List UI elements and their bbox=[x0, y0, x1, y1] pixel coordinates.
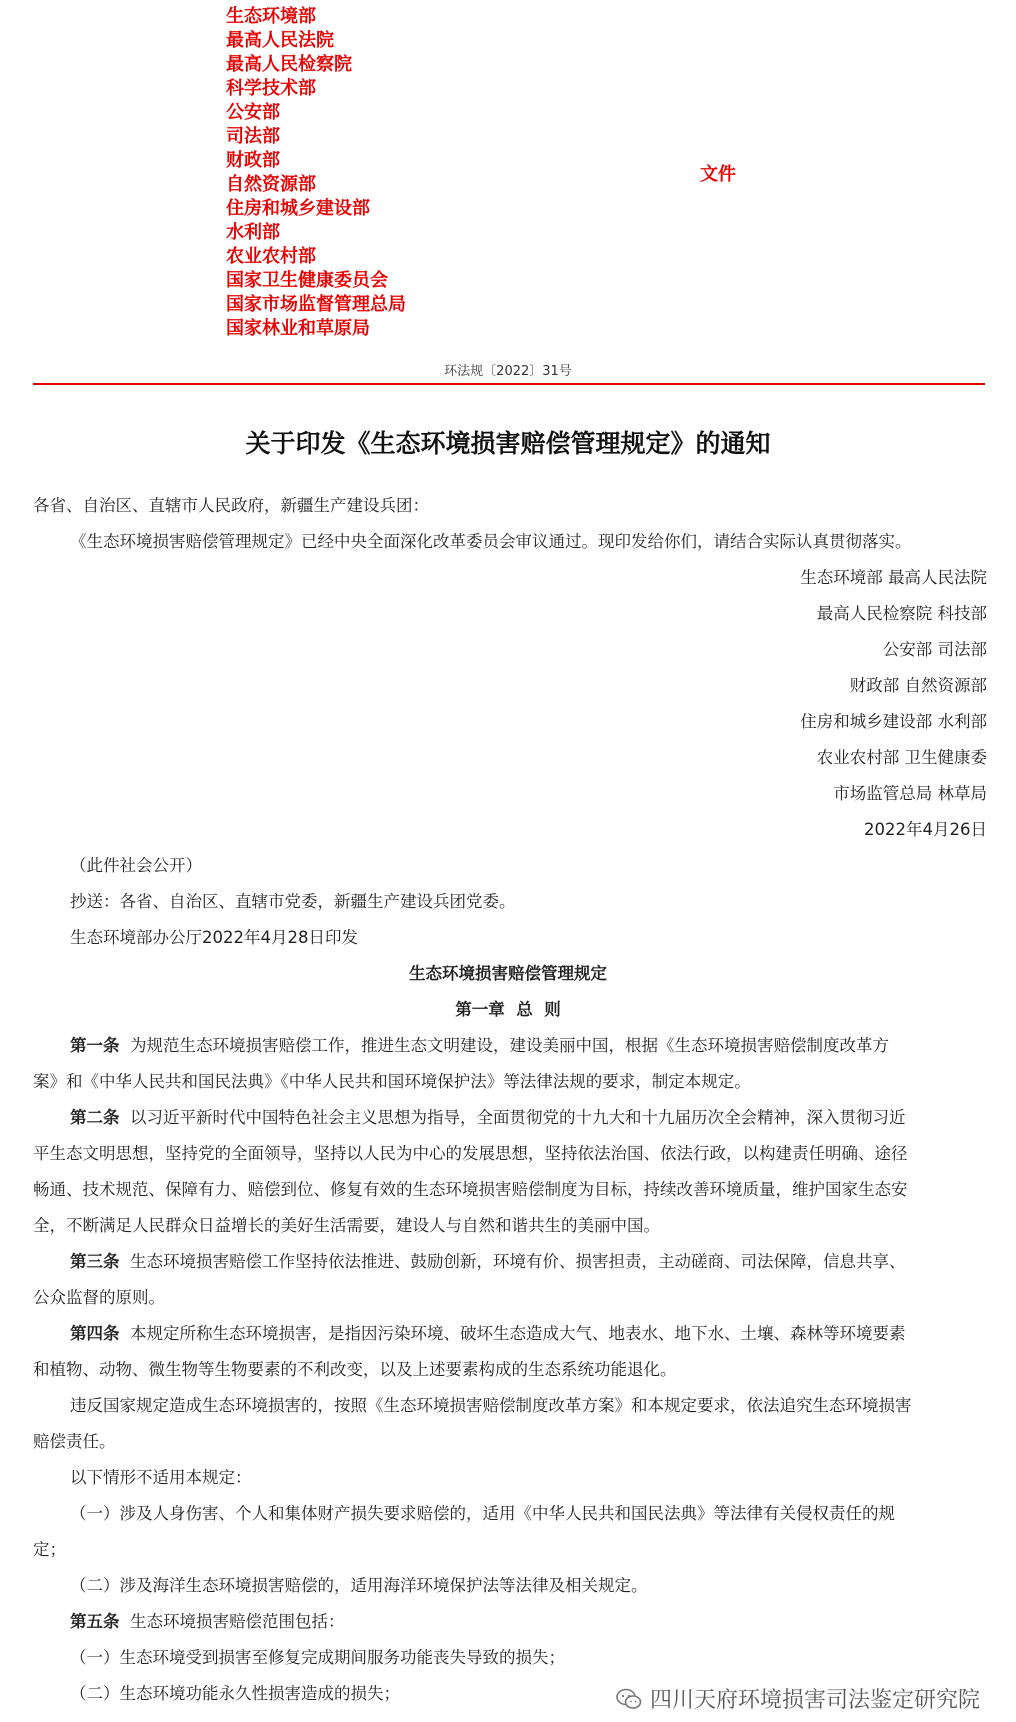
scope-item: （一）生态环境受到损害至修复完成期间服务功能丧失导致的损失； bbox=[70, 1648, 565, 1667]
signatory-line: 市场监管总局 林草局 bbox=[833, 784, 987, 803]
issuer-list bbox=[226, 5, 406, 341]
issue-date: 2022年4月26日 bbox=[864, 820, 987, 839]
issuer-item: 司法部 bbox=[226, 126, 280, 147]
article-4-line bbox=[70, 1320, 906, 1344]
article-1-line bbox=[70, 1032, 889, 1056]
article-5-line bbox=[70, 1608, 345, 1632]
signatory-line: 住房和城乡建设部 水利部 bbox=[800, 712, 987, 731]
issuer-item: 财政部 bbox=[226, 150, 280, 171]
article-1-line: 案》和《中华人民共和国民法典》《中华人民共和国环境保护法》等法律法规的要求，制定本规定。 bbox=[33, 1072, 751, 1091]
rules-title: 生态环境损害赔偿管理规定 bbox=[409, 964, 607, 983]
issuer-item: 住房和城乡建设部 bbox=[226, 198, 370, 219]
article-text: 以习近平新时代中国特色社会主义思想为指导，全面贯彻党的十九大和十九届历次全会精神，深入贯彻习近 bbox=[119, 1108, 906, 1127]
article-3-line bbox=[70, 1248, 906, 1272]
wechat-icon bbox=[616, 1688, 642, 1710]
document-number: 环法规〔2022〕31号 bbox=[444, 364, 572, 379]
addressee: 各省、自治区、直辖市人民政府，新疆生产建设兵团： bbox=[33, 496, 429, 515]
watermark bbox=[616, 1683, 980, 1714]
cc-line: 抄送：各省、自治区、直辖市党委，新疆生产建设兵团党委。 bbox=[70, 892, 516, 911]
signatory-line: 公安部 司法部 bbox=[882, 640, 987, 659]
printed-line: 生态环境部办公厅2022年4月28日印发 bbox=[70, 928, 358, 947]
article-3-line: 公众监督的原则。 bbox=[33, 1288, 165, 1307]
paragraph-exclusions: 以下情形不适用本规定： bbox=[70, 1468, 252, 1487]
chapter-heading: 第一章 总 则 bbox=[455, 1000, 561, 1019]
exclusion-item: （一）涉及人身伤害、个人和集体财产损失要求赔偿的，适用《中华人民共和国民法典》等法律有关侵权责任的规 bbox=[70, 1504, 895, 1523]
article-label: 第三条 bbox=[70, 1252, 120, 1271]
article-label: 第四条 bbox=[70, 1324, 120, 1343]
issuer-item: 最高人民检察院 bbox=[226, 54, 352, 75]
issuer-item: 最高人民法院 bbox=[226, 30, 334, 51]
article-4-line: 和植物、动物、微生物等生物要素的不利改变，以及上述要素构成的生态系统功能退化。 bbox=[33, 1360, 677, 1379]
issuer-item: 科学技术部 bbox=[226, 78, 316, 99]
article-text: 为规范生态环境损害赔偿工作，推进生态文明建设，建设美丽中国，根据《生态环境损害赔偿制度改革方 bbox=[119, 1036, 889, 1055]
article-2-line: 全，不断满足人民群众日益增长的美好生活需要，建设人与自然和谐共生的美丽中国。 bbox=[33, 1216, 660, 1235]
article-2-line: 平生态文明思想，坚持党的全面领导，坚持以人民为中心的发展思想，坚持依法治国、依法行政，以构建责任明确、途径 bbox=[33, 1144, 908, 1163]
issuer-item: 国家林业和草原局 bbox=[226, 318, 370, 339]
notice-title: 关于印发《生态环境损害赔偿管理规定》的通知 bbox=[245, 429, 771, 458]
issuer-item: 公安部 bbox=[226, 102, 280, 123]
public-note: （此件社会公开） bbox=[70, 856, 202, 875]
article-text: 本规定所称生态环境损害，是指因污染环境、破坏生态造成大气、地表水、地下水、土壤、森林等环境要素 bbox=[119, 1324, 906, 1343]
document-header-wenjian: 文件 bbox=[700, 164, 736, 185]
scope-item: （二）生态环境功能永久性损害造成的损失； bbox=[70, 1684, 400, 1703]
red-divider bbox=[33, 383, 985, 385]
watermark-text: 四川天府环境损害司法鉴定研究院 bbox=[649, 1688, 980, 1713]
signatory-line: 财政部 自然资源部 bbox=[849, 676, 987, 695]
issuer-item: 国家市场监督管理总局 bbox=[226, 294, 406, 315]
paragraph-violation: 违反国家规定造成生态环境损害的，按照《生态环境损害赔偿制度改革方案》和本规定要求，依法追究生态环境损害 bbox=[70, 1396, 912, 1415]
intro-paragraph: 《生态环境损害赔偿管理规定》已经中央全面深化改革委员会审议通过。现印发给你们，请结合实际认真贯彻落实。 bbox=[70, 532, 912, 551]
signatory-line: 生态环境部 最高人民法院 bbox=[800, 568, 987, 587]
paragraph-violation: 赔偿责任。 bbox=[33, 1432, 116, 1451]
issuer-item: 生态环境部 bbox=[226, 6, 316, 27]
issuer-item: 国家卫生健康委员会 bbox=[226, 270, 388, 291]
issuer-item: 自然资源部 bbox=[226, 174, 316, 195]
article-label: 第二条 bbox=[70, 1108, 120, 1127]
article-text: 生态环境损害赔偿范围包括： bbox=[119, 1612, 345, 1631]
exclusion-item: 定； bbox=[33, 1540, 66, 1559]
signatory-line: 最高人民检察院 科技部 bbox=[816, 604, 987, 623]
article-label: 第五条 bbox=[70, 1612, 120, 1631]
article-2-line bbox=[70, 1104, 906, 1128]
issuer-item: 水利部 bbox=[226, 222, 280, 243]
article-2-line: 畅通、技术规范、保障有力、赔偿到位、修复有效的生态环境损害赔偿制度为目标，持续改善环境质量，维护国家生态安 bbox=[33, 1180, 908, 1199]
article-text: 生态环境损害赔偿工作坚持依法推进、鼓励创新，环境有价、损害担责，主动磋商、司法保障，信息共享、 bbox=[119, 1252, 906, 1271]
signatory-line: 农业农村部 卫生健康委 bbox=[816, 748, 987, 767]
exclusion-item: （二）涉及海洋生态环境损害赔偿的，适用海洋环境保护法等法律及相关规定。 bbox=[70, 1576, 648, 1595]
article-label: 第一条 bbox=[70, 1036, 120, 1055]
issuer-item: 农业农村部 bbox=[226, 246, 316, 267]
